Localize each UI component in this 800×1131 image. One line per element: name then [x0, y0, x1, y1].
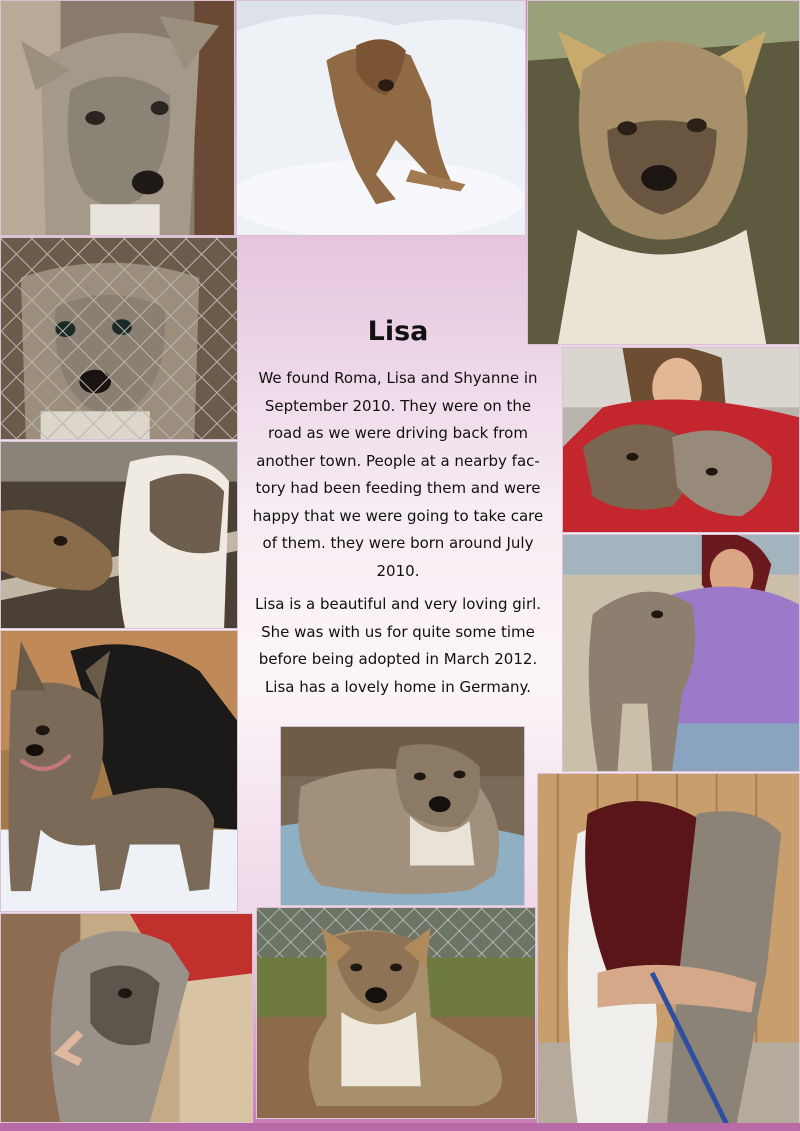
photo-dog-jumping-fence: [0, 913, 253, 1123]
photo-dog-and-cat: [0, 441, 238, 629]
story-text-block: [248, 300, 548, 707]
story-paragraph-2: Lisa is a beautiful and very loving girl. She was with us for quite some time before being adopted in March 2012. Lisa has a lovely home in Germany.: [254, 595, 542, 696]
photo-woman-kissing-dog: [562, 534, 800, 772]
photo-dog-standing-snow: [0, 630, 238, 912]
bottom-border: [0, 1123, 800, 1131]
photo-dog-lying-blanket: [280, 726, 525, 906]
photo-woman-hugging-dog: [537, 773, 800, 1125]
photo-puppy-behind-fence: [0, 237, 238, 440]
photo-girl-with-dogs: [562, 347, 800, 533]
photo-dog-portrait: [527, 0, 800, 345]
story-paragraph-1: We found Roma, Lisa and Shyanne in September 2010. They were on the road as we were driving back from another town. People at a nearby fac-tory had been feeding them and were happy that we were going to take care of them. they were born around July 2010.: [252, 369, 544, 580]
dog-name-title: Lisa: [367, 316, 429, 347]
photo-puppy-closeup: [0, 0, 235, 236]
photo-dog-on-snow: [236, 0, 526, 236]
photo-dog-lying-ground: [256, 907, 536, 1119]
